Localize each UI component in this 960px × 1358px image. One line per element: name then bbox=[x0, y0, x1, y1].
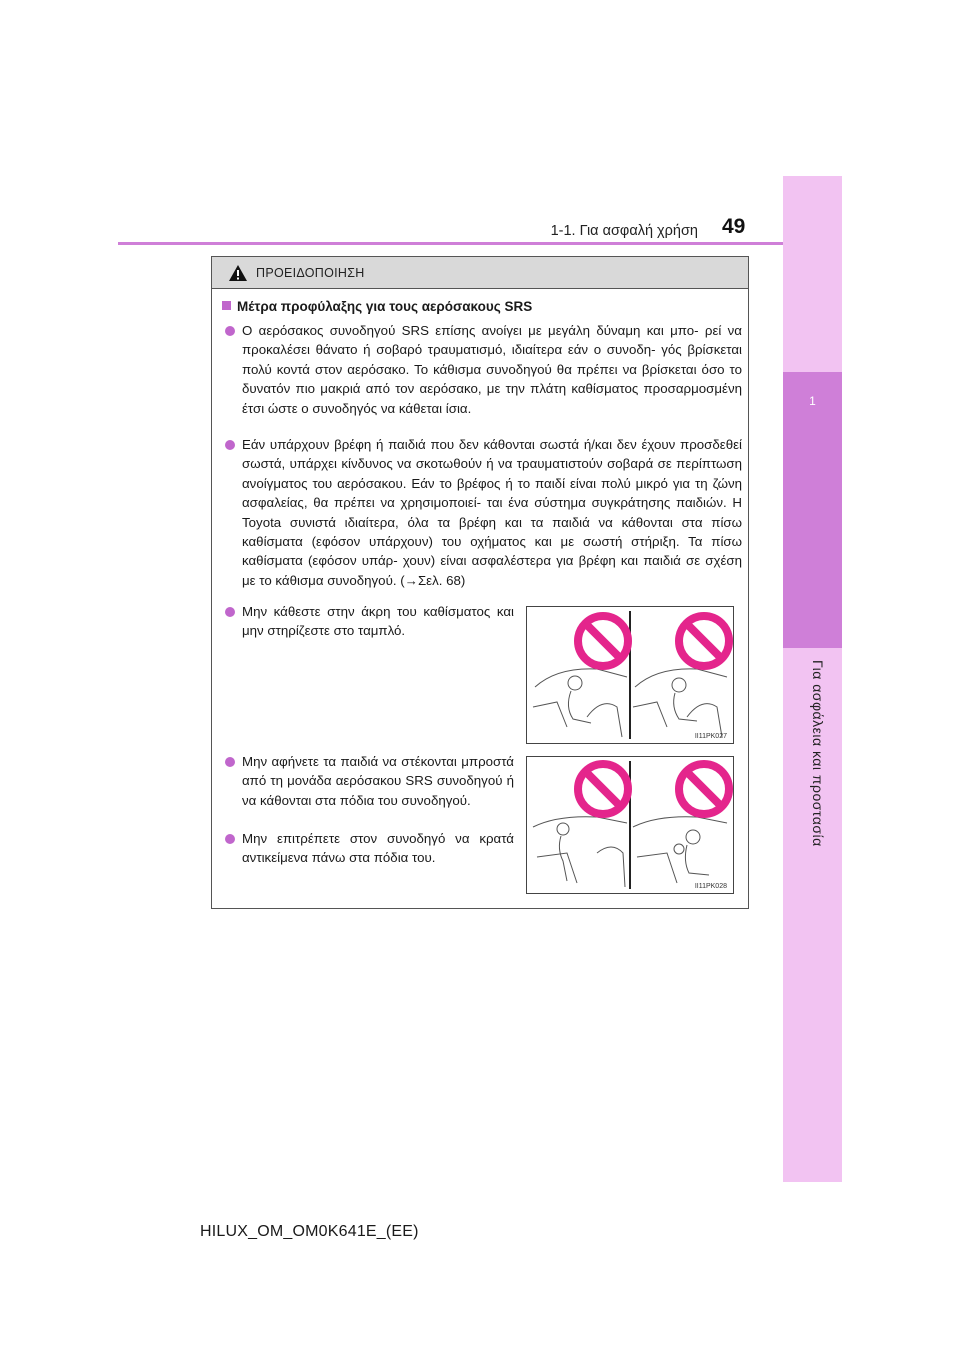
chapter-number: 1 bbox=[809, 394, 816, 408]
warning-header bbox=[212, 257, 748, 289]
bullet-item bbox=[242, 435, 742, 590]
illustration-code: II11PK028 bbox=[694, 883, 727, 890]
prohibited-sign-icon bbox=[679, 764, 729, 814]
bullet-item bbox=[242, 752, 514, 810]
document-id: HILUX_OM_OM0K641E_(EE) bbox=[200, 1223, 419, 1240]
bullet-text: Μην αφήνετε τα παιδιά να στέκονται μπροστά από τη μονάδα αερόσακου SRS συνοδηγού ή να κάθονται στα πόδια του συνοδηγού. bbox=[242, 754, 514, 808]
bullet-dot-icon bbox=[225, 326, 235, 336]
bullet-dot-icon bbox=[225, 607, 235, 617]
chapter-title: Για ασφάλεια και προστασία bbox=[810, 660, 826, 847]
prohibited-sign-icon bbox=[578, 616, 628, 666]
bullet-item bbox=[242, 321, 742, 418]
bullet-text: Ο αερόσακος συνοδηγού SRS επίσης ανοίγει με μεγάλη δύναμη και μπο- ρεί να προκαλέσει θάνατο ή σοβαρό τραυματισμό, ιδιαίτερα εάν ο συνοδη- γός βρίσκεται πολύ κοντά στον αερόσακο. Το κάθισμα συνοδηγού θα πρέπει να βρίσκεται όσο το δυνατόν πιο μακριά από τον αερόσακο, με την πλάτη καθίσματος προσαρμοσμένη έτσι ώστε ο συνοδηγός να κάθεται ίσια. bbox=[242, 323, 742, 416]
section-title-text: Μέτρα προφύλαξης για τους αερόσακους SRS bbox=[237, 299, 533, 314]
header-rule bbox=[118, 242, 783, 245]
prohibited-sign-icon bbox=[679, 616, 729, 666]
bullet-text: Μην επιτρέπετε στον συνοδηγό να κρατά αντικείμενα πάνω στα πόδια του. bbox=[242, 831, 514, 866]
warning-title: ΠΡΟΕΙΔΟΠΟΙΗΣΗ bbox=[256, 265, 365, 280]
warning-triangle-icon bbox=[228, 264, 248, 282]
bullet-dot-icon bbox=[225, 757, 235, 767]
bullet-item bbox=[242, 829, 514, 868]
prohibited-children-illustration bbox=[527, 757, 733, 893]
illustration-children-airbag bbox=[526, 756, 734, 894]
page-number: 49 bbox=[722, 215, 746, 238]
warning-box bbox=[211, 256, 749, 909]
section-header-title: 1-1. Για ασφαλή χρήση bbox=[550, 223, 698, 239]
bullet-dot-icon bbox=[225, 834, 235, 844]
illustration-seat-posture bbox=[526, 606, 734, 744]
bullet-item bbox=[242, 602, 514, 641]
bullet-text: Μην κάθεστε στην άκρη του καθίσματος και μην στηρίζεστε στο ταμπλό. bbox=[242, 604, 514, 639]
bullet-text: Εάν υπάρχουν βρέφη ή παιδιά που δεν κάθονται σωστά ή/και δεν έχουν προσδεθεί σωστά, υπάρχει κίνδυνος να σκοτωθούν ή να τραυματιστούν σοβαρά σε περίπτωση ανοίγματος του αερόσακου. Εάν το βρέφος ή το παιδί είναι πολύ μικρό για τη ζώνη ασφαλείας, θα πρέπει να χρησιμοποιεί- ται ένα σύστημα συγκράτησης παιδιών. Η Toyota συνιστά ιδιαίτερα, όλα τα βρέφη και τα παιδιά να κάθονται στα πίσω καθίσματα (εφόσον υπάρχουν) του οχήματος και με σωστή στήριξη. Τα πίσω καθίσματα (εφόσον υπάρ- χουν) είναι ασφαλέστερα για βρέφη και παιδιά σε σχέση με το κάθισμα συνοδηγού. (→Σελ. 68) bbox=[242, 437, 742, 588]
prohibited-posture-illustration bbox=[527, 607, 733, 743]
chapter-marker bbox=[783, 372, 842, 648]
bullet-dot-icon bbox=[225, 440, 235, 450]
square-bullet-icon bbox=[222, 301, 231, 310]
illustration-code: II11PK027 bbox=[694, 733, 727, 740]
section-title bbox=[222, 299, 532, 314]
prohibited-sign-icon bbox=[578, 764, 628, 814]
